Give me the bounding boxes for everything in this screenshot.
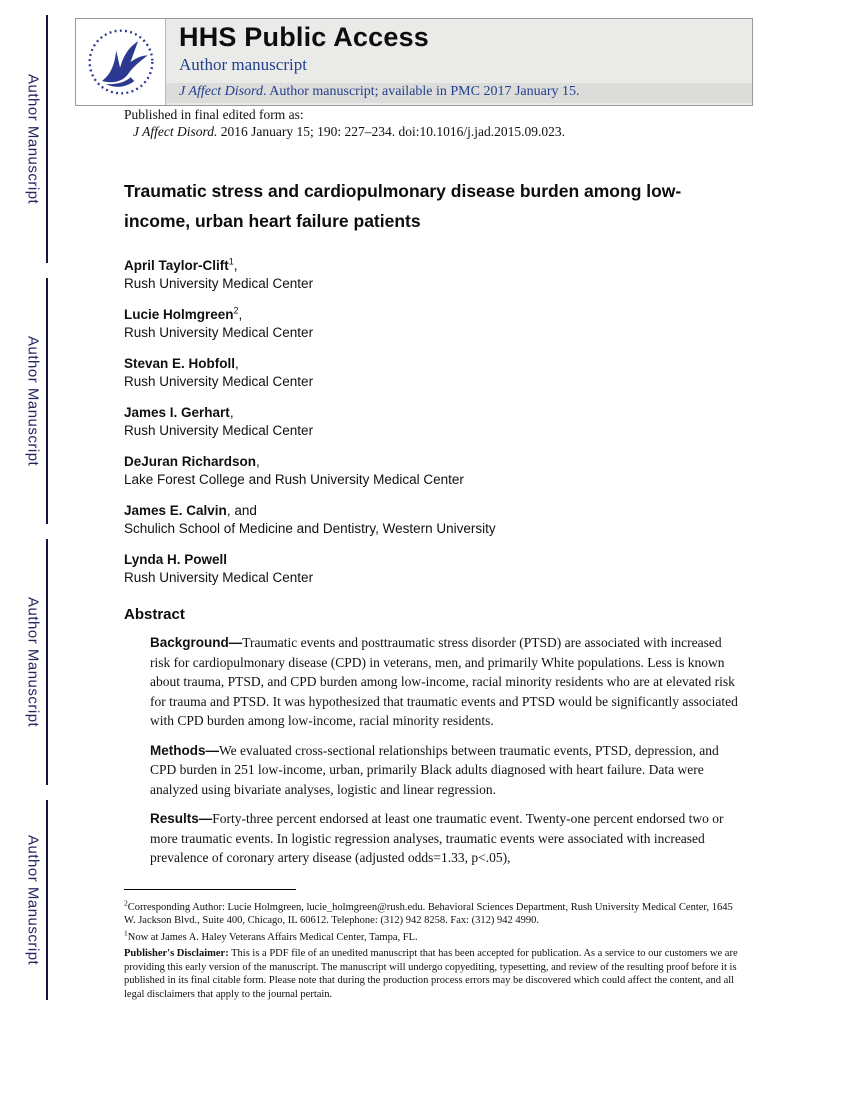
header-title: HHS Public Access: [179, 22, 429, 52]
author-manuscript-vertical-label: Author Manuscript: [24, 335, 42, 467]
sidebar-group: [16, 800, 50, 1000]
author-entry: [124, 453, 742, 488]
author-affiliation: Rush University Medical Center: [124, 324, 314, 340]
author-suffix: ,: [229, 405, 234, 420]
article-title: Traumatic stress and cardiopulmonary disease burden among low-income, urban heart failure patients: [124, 181, 682, 231]
author-affiliation: Schulich School of Medicine and Dentistry, Western University: [124, 520, 496, 536]
footnotes-block: [124, 889, 742, 1002]
author-affiliation-sup: 1: [228, 256, 234, 267]
footnote-separator-line: [124, 889, 296, 890]
author-name-line: [124, 355, 742, 373]
paragraph-text: Traumatic events and posttraumatic stress disorder (PTSD) are associated with increased risk for cardiopulmonary disease (CPD) in veterans, men, and primarily White populations. Less is known about trauma, PTSD, and CPD burden among low-income, racial minority residents who are at elevated risk for trauma and PTSD. It was hypothesized that traumatic events and PTSD would be significantly associated with CPD burden among low-income, racial minority residents.: [150, 635, 738, 728]
sidebar-group: [16, 539, 50, 785]
author-affiliation: Rush University Medical Center: [124, 569, 314, 585]
author-affiliation: Rush University Medical Center: [124, 373, 314, 389]
author-manuscript-vertical-label: Author Manuscript: [24, 73, 42, 205]
abstract-paragraph-results: [150, 809, 742, 868]
author-affiliation-sup: 2: [233, 305, 239, 316]
author-suffix: , and: [226, 503, 257, 518]
abstract-paragraph-background: [150, 633, 742, 731]
footnote-corresponding-author: [124, 898, 742, 928]
footnote-text: Corresponding Author: Lucie Holmgreen, lucie_holmgreen@rush.edu. Behavioral Sciences Department, Rush University Medical Center, 1645 W. Jackson Blvd., Suite 400, Chicago, IL 60612. Telephone: (312) 942 8258. Fax: (312) 942 4990.: [124, 901, 733, 926]
header-text-area: [166, 19, 752, 105]
author-name: DeJuran Richardson: [124, 454, 257, 469]
journal-name: J Affect Disord.: [133, 124, 218, 139]
sidebar-group: [16, 15, 50, 263]
abstract-heading: Abstract: [124, 606, 185, 623]
abstract-paragraph-methods: [150, 741, 742, 800]
author-suffix: ,: [233, 258, 238, 273]
author-entry: [124, 355, 742, 390]
sidebar-divider-line: [46, 278, 48, 524]
author-manuscript-vertical-label: Author Manuscript: [24, 834, 42, 966]
citation-journal-name: J Affect Disord: [179, 84, 263, 99]
author-affiliation: Rush University Medical Center: [124, 422, 314, 438]
sidebar-group: [16, 278, 50, 524]
author-name: Lucie Holmgreen: [124, 307, 234, 322]
author-name-line: [124, 257, 742, 275]
author-name-line: [124, 502, 742, 520]
footnote-marker: 1: [124, 928, 128, 937]
publisher-disclaimer: [124, 947, 742, 1001]
hhs-header: [75, 18, 753, 106]
published-in-line: Published in final edited form as:: [124, 107, 304, 122]
citation-rest: . Author manuscript; available in PMC 2017 January 15.: [263, 84, 580, 99]
citation-details: 2016 January 15; 190: 227–234. doi:10.1016/j.jad.2015.09.023.: [217, 124, 565, 139]
author-name-line: [124, 404, 742, 422]
author-entry: [124, 404, 742, 439]
author-name: James I. Gerhart: [124, 405, 230, 420]
paragraph-label: Background—: [150, 635, 243, 650]
author-entry: [124, 502, 742, 537]
header-citation: [166, 83, 752, 103]
author-name-line: [124, 306, 742, 324]
paragraph-label: Results—: [150, 811, 213, 826]
header-subtitle: Author manuscript: [179, 55, 307, 74]
paragraph-label: Methods—: [150, 742, 219, 758]
disclaimer-label: Publisher's Disclaimer:: [124, 948, 229, 959]
published-citation-line: [133, 123, 742, 140]
paragraph-text: Forty-three percent endorsed at least one traumatic event. Twenty-one percent endorsed two or more traumatic events. In logistic regression analyses, traumatic events were associated with increased prevalence of coronary artery disease (adjusted odds=1.33, p<.05),: [150, 811, 724, 865]
authors-list: [124, 257, 742, 586]
author-name-line: [124, 453, 742, 471]
sidebar-divider-line: [46, 800, 48, 1000]
author-name-line: [124, 551, 742, 569]
author-entry: [124, 257, 742, 292]
author-entry: [124, 306, 742, 341]
sidebar-divider-line: [46, 15, 48, 263]
footnote-now-at: [124, 928, 742, 945]
footnote-text: Now at James A. Haley Veterans Affairs Medical Center, Tampa, FL.: [127, 931, 418, 943]
hhs-logo: [76, 19, 166, 105]
author-suffix: ,: [256, 454, 260, 469]
author-affiliation: Rush University Medical Center: [124, 275, 314, 291]
author-suffix: ,: [238, 307, 243, 322]
main-content: [124, 106, 742, 1004]
disclaimer-text: This is a PDF file of an unedited manuscript that has been accepted for publication. As a service to our customers we are providing this early version of the manuscript. The manuscript will undergo copyediting, typesetting, and review of the resulting proof before it is published in its final citable form. Please note that during the production process errors may be discovered which could affect the content, and all legal disclaimers that apply to the journal pertain.: [124, 948, 738, 1000]
author-suffix: ,: [235, 356, 239, 371]
author-manuscript-vertical-label: Author Manuscript: [24, 596, 42, 728]
footnote-marker: 2: [124, 898, 128, 907]
author-name: Lynda H. Powell: [124, 552, 228, 567]
author-name: Stevan E. Hobfoll: [124, 356, 236, 371]
paragraph-text: We evaluated cross-sectional relationships between traumatic events, PTSD, depression, and CPD burden in 251 low-income, urban, primarily Black adults diagnosed with heart failure. Data were analyzed using bivariate analyses, logistic and linear regression.: [150, 742, 719, 797]
author-name: James E. Calvin: [124, 503, 227, 518]
author-affiliation: Lake Forest College and Rush University Medical Center: [124, 471, 464, 487]
author-entry: [124, 551, 742, 586]
hhs-eagle-icon: [83, 24, 159, 100]
author-name: April Taylor-Clift: [124, 258, 229, 273]
sidebar-divider-line: [46, 539, 48, 785]
